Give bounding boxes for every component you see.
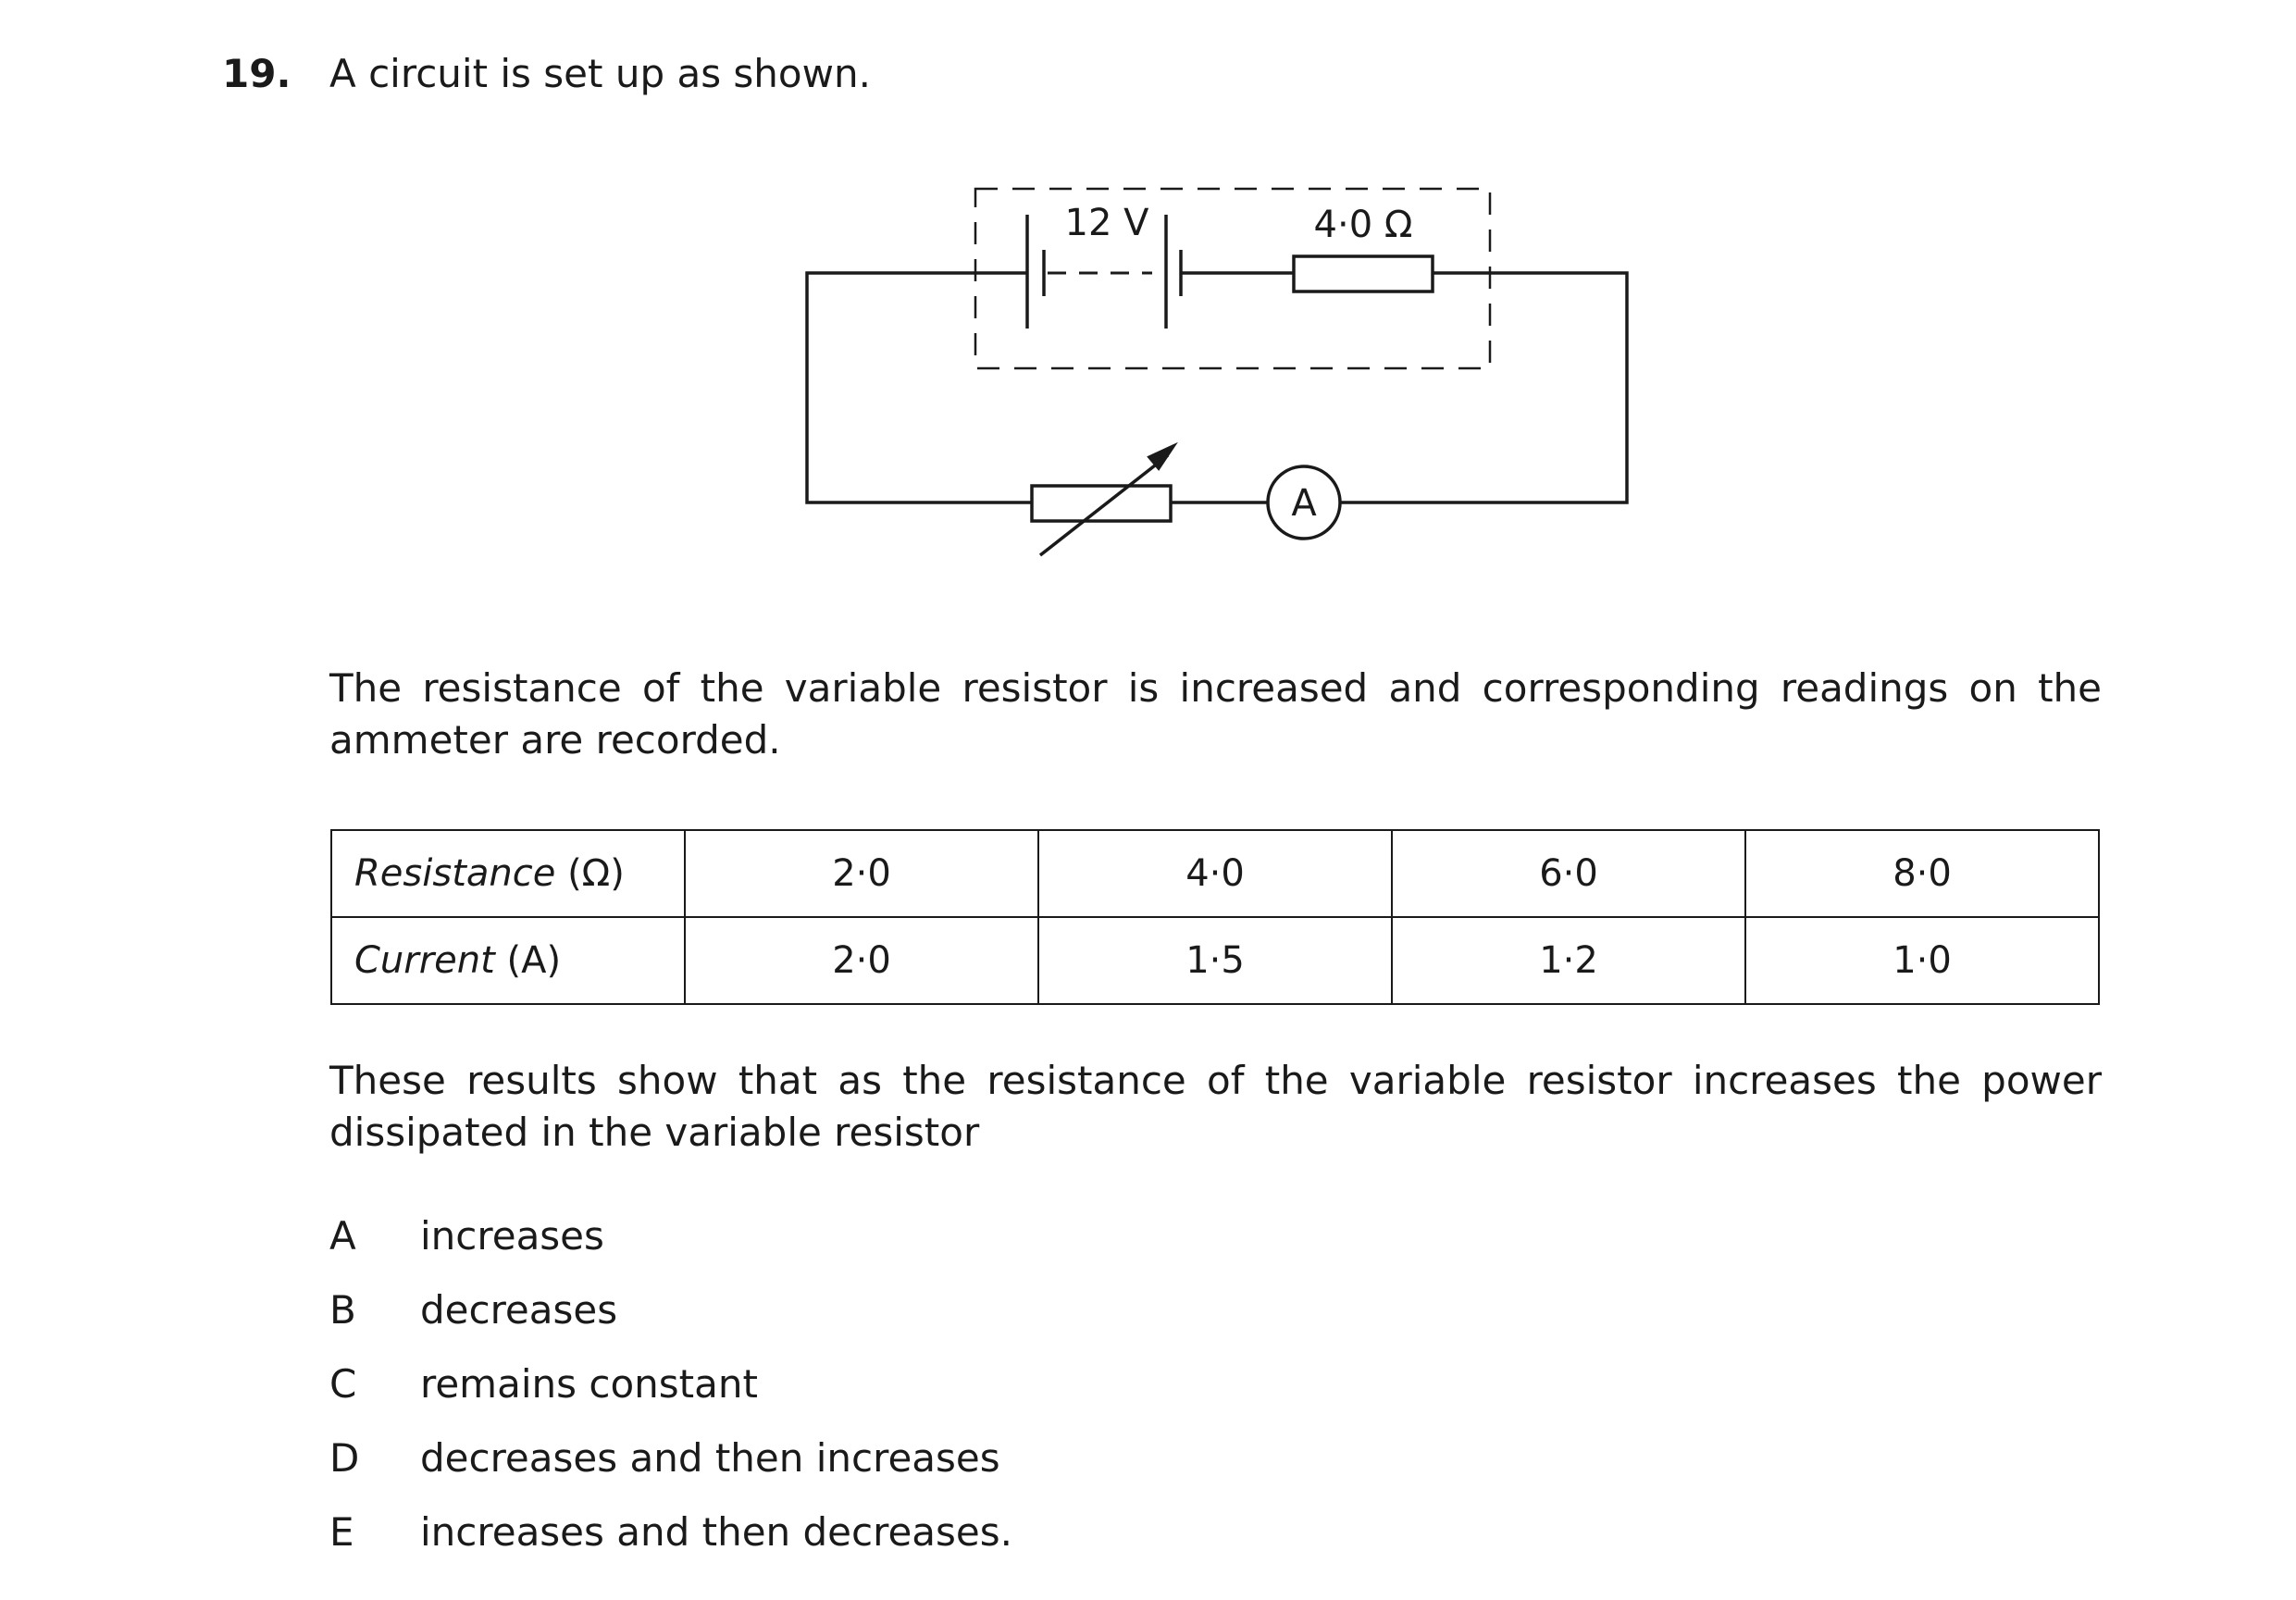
table-cell: 2·0 [685,917,1038,1004]
row-header-resistance [331,830,685,917]
row-header-current [331,917,685,1004]
table-cell: 6·0 [1392,830,1745,917]
resistance-label: Resistance [354,852,556,895]
option-text: decreases and then increases [420,1435,1000,1481]
wire-left-top [807,273,1032,502]
option-letter: A [329,1213,356,1259]
question-paragraph-2: These results show that as the resistance of the variable resistor increases the power dissipated in the variable resistor [329,1058,2102,1155]
wire-right [1340,273,1627,502]
option-text: decreases [420,1287,618,1333]
ammeter-label: A [1291,482,1317,525]
table-row-current [331,917,2099,1004]
table-cell: 1·0 [1745,917,2099,1004]
table-row-resistance [331,830,2099,917]
question-intro: A circuit is set up as shown. [329,51,871,96]
table-cell: 8·0 [1745,830,2099,917]
table-cell: 1·2 [1392,917,1745,1004]
results-table [330,829,2100,1005]
circuit-diagram [0,0,2296,648]
option-text: increases and then decreases. [420,1509,1012,1555]
resistor-value-label: 4·0 Ω [1313,204,1413,246]
variable-resistor [1032,486,1171,521]
table-cell: 1·5 [1038,917,1392,1004]
option-text: remains constant [420,1361,758,1407]
resistance-unit: (Ω) [567,852,625,895]
current-unit: (A) [506,939,562,982]
battery-voltage-label: 12 V [1064,202,1149,244]
table-cell: 2·0 [685,830,1038,917]
question-paragraph-1: The resistance of the variable resistor is increased and corresponding readings on the ammeter are recorded. [329,665,2102,763]
option-letter: B [329,1287,356,1333]
option-text: increases [420,1213,604,1259]
current-label: Current [354,939,495,982]
question-number: 19. [222,51,292,96]
option-letter: D [329,1435,360,1481]
resistor-4-ohm [1294,256,1433,291]
table-cell: 4·0 [1038,830,1392,917]
option-letter: E [329,1509,354,1555]
option-letter: C [329,1361,357,1407]
